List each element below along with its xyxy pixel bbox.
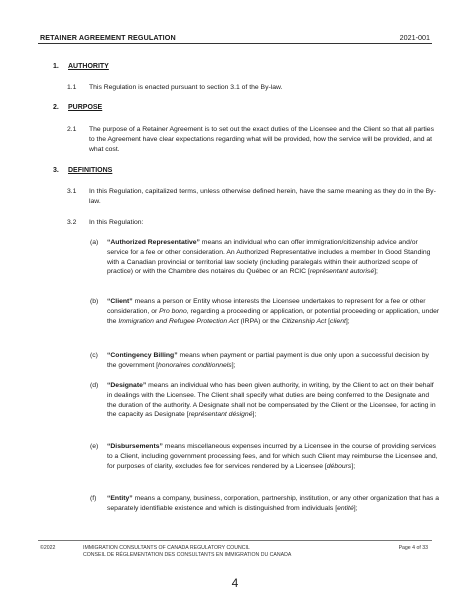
definition-term: “Entity” — [107, 495, 133, 502]
french-term: débours — [326, 462, 352, 470]
italic-term: Pro bono — [159, 307, 187, 315]
paragraph-3-2 — [67, 218, 437, 228]
definition-text: means miscellaneous expenses incurred by a Licensee in the course of providing services to a Client, including government processing fees, and for which such Client may reimburse the Licensee and, for purposes of clarity, excludes fee for services rendered by a Licensee [ — [107, 443, 438, 470]
definition-text: ]; — [374, 268, 378, 276]
header-doc-number: 2021-001 — [399, 33, 430, 42]
definition-disbursements — [90, 442, 440, 471]
footer-page-label: Page 4 of 33 — [398, 545, 428, 551]
definition-letter: (b) — [90, 298, 99, 305]
paragraph-1-1 — [67, 83, 437, 93]
definition-text: ]; — [351, 462, 356, 470]
definition-text: means when payment or partial payment is due only upon a successful decision by the government [ — [107, 352, 429, 369]
definition-authorized-representative — [90, 238, 440, 277]
section-heading-purpose — [53, 104, 102, 111]
section-number: 2. — [53, 104, 59, 111]
definition-text: means an individual who has been given authority, in writing, by the Client to act on their behalf in dealings with the Licensee. The Client shall specify what duties are being conferred to the Designate and the duration of the authority. A Designate shall not be compensated by the Client or the Licensee, for acting in the capacity as Designate [ — [107, 382, 436, 419]
footer-rule — [38, 540, 432, 541]
definition-term: “Authorized Representative” — [107, 239, 200, 246]
footer-org-english: IMMIGRATION CONSULTANTS OF CANADA REGULATORY COUNCIL — [83, 545, 250, 551]
definition-client — [90, 297, 440, 326]
definition-contingency-billing — [90, 351, 440, 371]
definition-term: “Designate” — [107, 382, 147, 389]
page-number: 4 — [231, 576, 239, 590]
definition-text: ]; — [231, 361, 236, 369]
section-title: DEFINITIONS — [68, 167, 113, 174]
definition-term: “Client” — [107, 298, 133, 305]
french-term: représentant autorisé — [309, 268, 375, 276]
paragraph-number: 2.1 — [67, 126, 77, 133]
definition-text: , regarding a proceeding or application, or potential proceeding or application, under the — [107, 307, 440, 325]
definition-text: ]; — [345, 317, 350, 325]
header-rule — [38, 43, 432, 44]
definition-text: means a person or Entity whose interests the Licensee undertakes to represent for a fee or other consideration, or — [107, 298, 426, 315]
definition-letter: (a) — [90, 239, 99, 246]
definition-letter: (e) — [90, 443, 99, 450]
definition-letter: (c) — [90, 352, 98, 359]
paragraph-text: In this Regulation, capitalized terms, unless otherwise defined herein, have the same meaning as they do in the By-law. — [89, 188, 436, 205]
definition-entity — [90, 494, 440, 514]
paragraph-2-1 — [67, 125, 437, 155]
definition-text: ]; — [252, 411, 257, 419]
definition-letter: (d) — [90, 382, 99, 389]
paragraph-text: The purpose of a Retainer Agreement is to set out the exact duties of the Licensee and the Client so that all parties to the Agreement have clear expectations regarding what will be provided, how the service will be provided, and at what cost. — [89, 126, 434, 153]
italic-term: Immigration and Refugee Protection Act — [118, 317, 239, 325]
french-term: représentant désigné — [188, 411, 253, 419]
paragraph-text: This Regulation is enacted pursuant to section 3.1 of the By-law. — [89, 84, 283, 91]
section-title: PURPOSE — [68, 104, 103, 111]
french-term: client — [330, 317, 346, 325]
definition-term: “Contingency Billing” — [107, 352, 178, 359]
paragraph-3-1 — [67, 187, 437, 207]
french-term: honoraires conditionnels — [158, 361, 232, 369]
section-number: 1. — [53, 63, 59, 70]
paragraph-number: 3.1 — [67, 188, 77, 195]
header-title: RETAINER AGREEMENT REGULATION — [40, 33, 176, 42]
definition-text: means an individual who can offer immigration/citizenship advice and/or service for a fee or other consideration. An Authorized Representative includes a member In Good Standing with a Canadian provincial or territorial law society (including paralegals within their authorized scope of practice) or with the Chambre des notaires du Québec or an RCIC [ — [107, 239, 431, 276]
paragraph-number: 3.2 — [67, 219, 77, 226]
section-title: AUTHORITY — [68, 63, 109, 70]
definition-text: [ — [326, 317, 331, 325]
definition-letter: (f) — [90, 495, 97, 502]
paragraph-number: 1.1 — [67, 84, 77, 91]
footer-org-french: CONSEIL DE RÉGLEMENTATION DES CONSULTANTS EN IMMIGRATION DU CANADA — [83, 552, 292, 558]
french-term: entité — [337, 504, 354, 512]
definition-designate — [90, 381, 440, 420]
section-heading-authority — [53, 63, 109, 70]
footer-copyright: ©2022 — [40, 545, 56, 551]
footer-organization — [83, 545, 291, 559]
definition-text: means a company, business, corporation, partnership, institution, or any other organization that has a separately identifiable existence and which is distinguished from individuals [ — [107, 495, 439, 512]
definition-text: ]; — [353, 504, 358, 512]
italic-term: Citizenship Act — [281, 317, 327, 325]
definition-text: (IRPA) or the — [238, 317, 282, 325]
section-number: 3. — [53, 167, 59, 174]
definition-term: “Disbursements” — [107, 443, 163, 450]
section-heading-definitions — [53, 167, 112, 174]
paragraph-text: In this Regulation: — [89, 219, 144, 226]
